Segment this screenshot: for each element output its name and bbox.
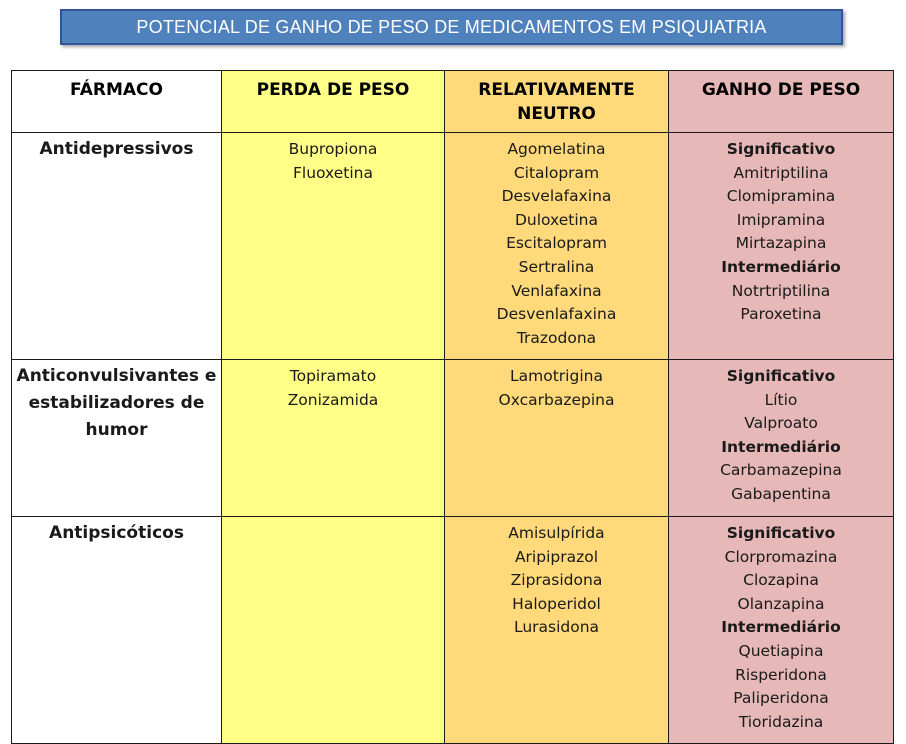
drug-name: Amisulpírida <box>508 524 605 542</box>
drug-name: Topiramato <box>289 367 377 385</box>
drug-name: Gabapentina <box>731 484 831 503</box>
drug-name: Desvelafaxina <box>501 187 612 206</box>
tier-label-significant: Significativo <box>726 524 836 542</box>
drug-name: Lurasidona <box>513 618 600 637</box>
drug-name: Duloxetina <box>514 210 598 229</box>
header-weight-loss: PERDA DE PESO <box>222 71 445 133</box>
drug-name: Olanzapina <box>737 594 825 613</box>
drug-name: Clorpromazina <box>724 547 838 566</box>
drug-name: Haloperidol <box>512 594 601 613</box>
drug-name: Fluoxetina <box>293 163 373 182</box>
weight-gain-table <box>11 70 894 744</box>
tier-label-significant: Significativo <box>726 140 836 158</box>
drug-name: Carbamazepina <box>720 461 842 480</box>
tier-label-intermediate: Intermediário <box>721 618 841 637</box>
drug-name: Valproato <box>744 414 818 433</box>
drug-name: Clomipramina <box>726 187 836 206</box>
drug-name: Venlafaxina <box>511 281 602 300</box>
drug-name: Mirtazapina <box>735 234 827 253</box>
neutral-cell <box>445 133 669 360</box>
weight-gain-cell <box>669 360 894 517</box>
tier-label-significant: Significativo <box>726 367 836 385</box>
weight-gain-cell <box>669 517 894 744</box>
drug-name: Lítio <box>764 390 798 409</box>
drug-name: Trazodona <box>516 328 597 347</box>
weight-loss-cell <box>222 517 445 744</box>
neutral-cell <box>445 360 669 517</box>
drug-name: Bupropiona <box>288 140 378 158</box>
neutral-cell <box>445 517 669 744</box>
header-row <box>12 71 894 133</box>
drug-name: Sertralina <box>518 257 595 276</box>
weight-gain-cell <box>669 133 894 360</box>
drug-name: Citalopram <box>513 163 600 182</box>
category-cell: Antidepressivos <box>12 133 222 360</box>
drug-name: Desvenlafaxina <box>496 305 617 324</box>
table-row <box>12 133 894 360</box>
drug-name: Amitriptilina <box>733 163 829 182</box>
page-title: POTENCIAL DE GANHO DE PESO DE MEDICAMENTOS EM PSIQUIATRIA <box>60 9 843 45</box>
drug-name: Lamotrigina <box>510 367 603 385</box>
tier-label-intermediate: Intermediário <box>721 437 841 456</box>
drug-name: Tioridazina <box>738 712 824 731</box>
drug-name: Paliperidona <box>733 689 829 708</box>
drug-name: Clozapina <box>743 571 819 590</box>
drug-name: Zonizamida <box>287 390 379 409</box>
header-drug: FÁRMACO <box>12 71 222 133</box>
table-row <box>12 360 894 517</box>
drug-name: Agomelatina <box>507 140 606 158</box>
drug-name: Paroxetina <box>740 305 822 324</box>
drug-name: Risperidona <box>735 665 827 684</box>
category-cell: Antipsicóticos <box>12 517 222 744</box>
table-row <box>12 517 894 744</box>
tier-label-intermediate: Intermediário <box>721 257 841 276</box>
weight-loss-cell <box>222 360 445 517</box>
drug-name: Aripiprazol <box>514 547 599 566</box>
drug-name: Oxcarbazepina <box>498 390 615 409</box>
drug-name: Notrtriptilina <box>731 281 831 300</box>
header-neutral: RELATIVAMENTE NEUTRO <box>445 71 669 133</box>
header-weight-gain: GANHO DE PESO <box>669 71 894 133</box>
drug-name: Quetiapina <box>738 641 824 660</box>
drug-name: Escitalopram <box>506 234 607 253</box>
drug-name: Ziprasidona <box>510 571 603 590</box>
category-cell: Anticonvulsivantes e estabilizadores de humor <box>12 360 222 517</box>
weight-loss-cell <box>222 133 445 360</box>
drug-name: Imipramina <box>736 210 826 229</box>
